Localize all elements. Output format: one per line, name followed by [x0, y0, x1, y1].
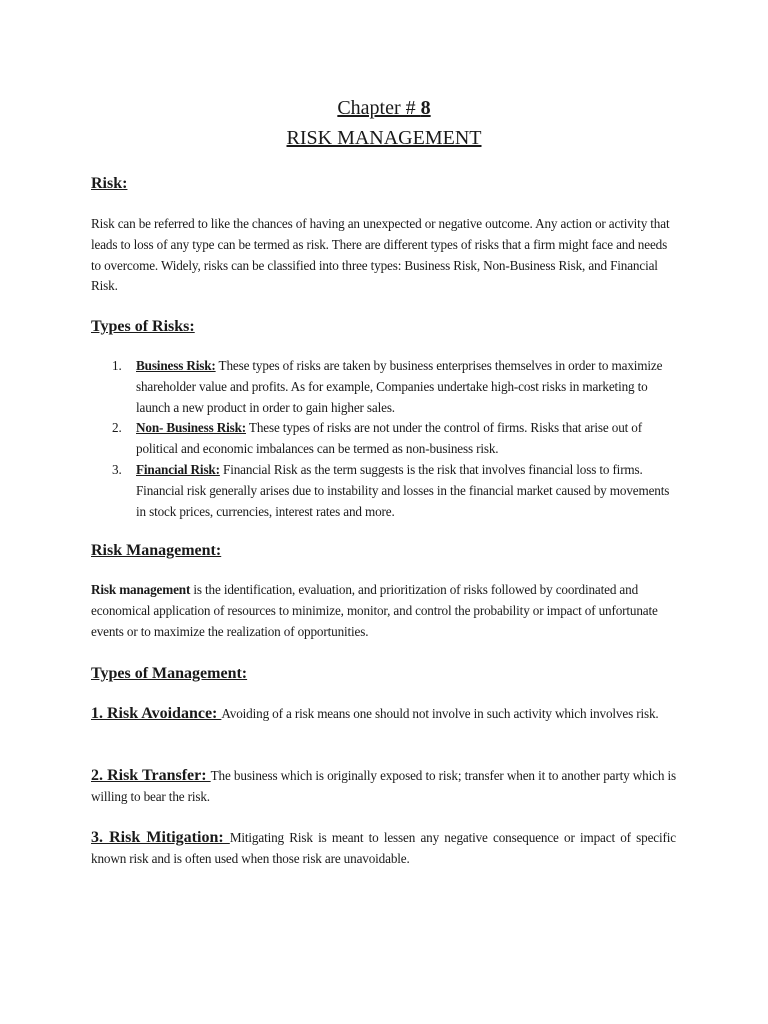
- list-item: [91, 356, 676, 418]
- types-of-risks-heading: Types of Risks:: [91, 318, 195, 335]
- list-item-text: These types of risks are not under the control of firms. Risks that arise out of political and economic imbalances can be termed as non-business risk.: [136, 420, 642, 457]
- management-item: [91, 704, 676, 725]
- chapter-heading: [0, 96, 768, 120]
- risk-paragraph: Risk can be referred to like the chances of having an unexpected or negative outcome. Any action or activity that leads to loss of any type can be termed as risk. There are different types of risks that a firm might face and needs to overcome. Widely, risks can be classified into three types: Business Risk, Non-Business Risk, and Financial Risk.: [91, 216, 670, 294]
- management-item: [91, 766, 676, 808]
- types-of-risks-list: [91, 356, 676, 522]
- list-item-text: These types of risks are taken by business enterprises themselves in order to maximize shareholder value and profits. As for example, Companies undertake high-cost risks in marketing to launch a new product in order to gain higher sales.: [136, 358, 663, 415]
- list-marker: 2.: [112, 420, 122, 436]
- list-item-term: Non- Business Risk:: [136, 420, 247, 436]
- management-item-title: 3. Risk Mitigation:: [91, 829, 230, 846]
- page-title: RISK MANAGEMENT: [286, 127, 482, 149]
- management-item-title: 2. Risk Transfer:: [91, 767, 211, 784]
- list-item-term: Business Risk:: [136, 358, 216, 373]
- risk-management-body: is the identification, evaluation, and prioritization of risks followed by coordinated and economical application of resources to minimize, monitor, and control the probability or impact of unfortunate events or to maximize the realization of opportunities.: [91, 582, 658, 639]
- chapter-number: 8: [420, 97, 431, 119]
- management-item-text: The business which is originally exposed to risk; transfer when it to another party which is willing to bear the risk.: [91, 768, 677, 804]
- list-item: [91, 460, 676, 522]
- management-item-text: Avoiding of a risk means one should not involve in such activity which involves risk.: [221, 706, 659, 721]
- risk-heading: Risk:: [91, 175, 128, 192]
- list-marker: 3.: [112, 461, 122, 477]
- management-item-title: 1. Risk Avoidance:: [91, 705, 222, 722]
- management-item: [91, 828, 676, 870]
- risk-management-paragraph: [91, 580, 676, 642]
- management-item-text: Mitigating Risk is meant to lessen any negative consequence or impact of specific known risk and is often used when those risk are unavoidable.: [91, 830, 676, 866]
- list-item-text: Financial Risk as the term suggests is the risk that involves financial loss to firms. Financial risk generally arises due to instability and losses in the financial market caused by movements in stock prices, currencies, interest rates and more.: [136, 461, 670, 519]
- list-item-term: Financial Risk:: [136, 461, 220, 477]
- list-marker: 1.: [112, 358, 122, 373]
- list-item: [91, 418, 676, 460]
- types-of-management-heading: Types of Management:: [91, 665, 248, 682]
- risk-management-lead: Risk management: [91, 582, 191, 597]
- chapter-label: Chapter #: [337, 97, 421, 119]
- risk-management-heading: Risk Management:: [91, 542, 222, 559]
